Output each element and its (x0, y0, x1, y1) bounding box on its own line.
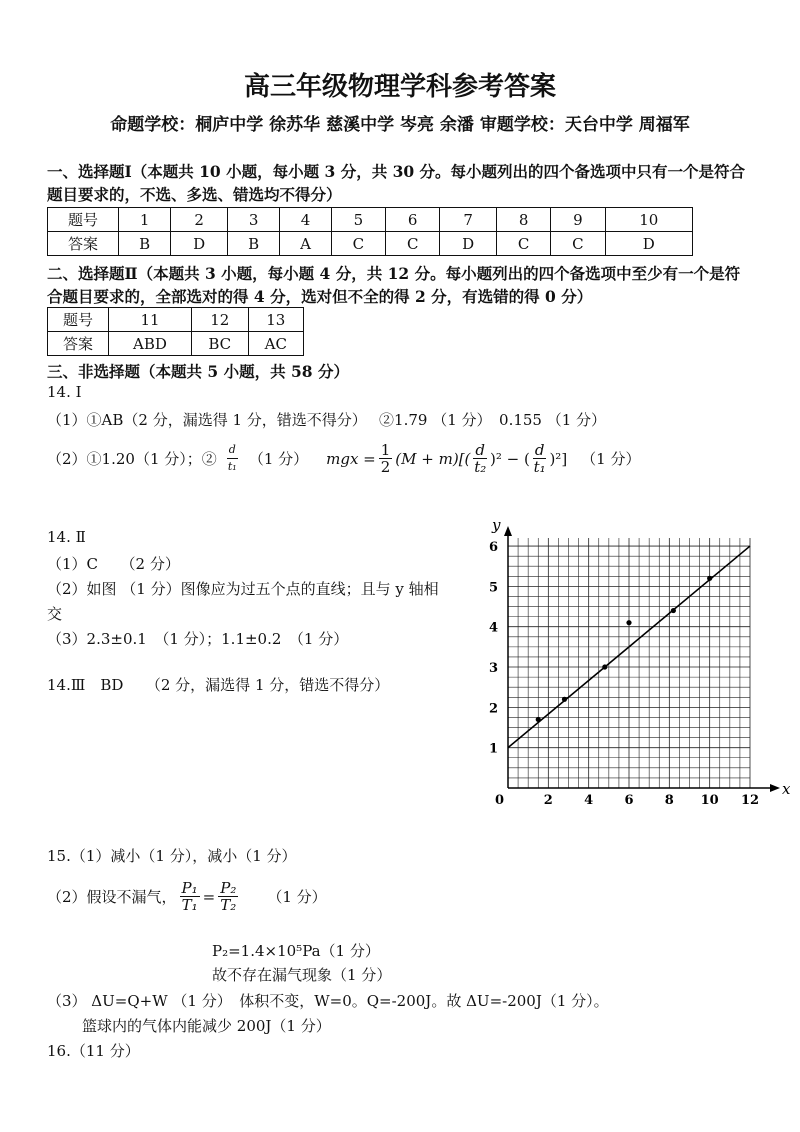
y-tick-label: 1 (488, 741, 498, 757)
question-number-cell: 8 (497, 208, 551, 232)
y-tick-label: 5 (488, 580, 498, 596)
y-tick-label: 6 (488, 540, 498, 556)
x-tick-label: 2 (543, 793, 553, 808)
q15-answer1: 15.（1）减小（1 分），减小（1 分） (47, 847, 297, 865)
q14-part2-answer3: （3）2.3±0.1 （1 分）；1.1±0.2 （1 分） (47, 630, 349, 648)
section1-heading-line2: 题目要求的，不选、多选、错选均不得分） (47, 185, 342, 204)
q14-part2-answer2-line1: （2）如图 （1 分）图像应为过五个点的直线；且与 y 轴相 (47, 580, 439, 598)
question-number-cell: 9 (551, 208, 605, 232)
equation-lhs: mgx = (326, 449, 376, 468)
q14-p2-prefix: （2）①1.20（1 分）；② (47, 450, 217, 468)
answer-cell: D (171, 232, 228, 256)
chart-points-group (536, 576, 713, 722)
authors-line: 命题学校：桐庐中学 徐苏华 慈溪中学 岑亮 余潘 审题学校：天台中学 周福军 (110, 115, 690, 135)
data-point (602, 664, 607, 669)
q14-part1-answer1: （1）①AB（2 分，漏选得 1 分，错选不得分） ②1.79 （1 分） 0.155 （1 分） (47, 411, 607, 429)
scatter-plot-chart (470, 510, 790, 815)
fraction-d-over-t2 (473, 442, 487, 475)
page-title: 高三年级物理学科参考答案 (243, 72, 556, 102)
q15-answer2 (47, 880, 327, 913)
equation-mid: (M + m)[( (395, 449, 471, 468)
frac-den: t₁ (227, 460, 237, 473)
answer-cell: ABD (109, 332, 192, 356)
fraction-p2-over-t2 (218, 880, 238, 913)
frac-den: T₂ (220, 896, 237, 914)
equation-square1: )² − ( (490, 449, 530, 468)
answer-cell: C (497, 232, 551, 256)
x-tick-label: 6 (624, 793, 634, 808)
section2-answer-table (47, 307, 304, 356)
question-number-cell: 5 (331, 208, 385, 232)
answer-cell: B (227, 232, 279, 256)
question-number-cell: 10 (605, 208, 692, 232)
row-label-answer: 答案 (48, 232, 119, 256)
question-number-cell: 6 (386, 208, 440, 232)
q14-p2-score1: （1 分） (248, 450, 309, 468)
row-label-question: 题号 (48, 208, 119, 232)
question-number-cell: 11 (109, 308, 192, 332)
q14-part1-label: 14. Ⅰ (47, 383, 82, 401)
question-number-cell: 7 (440, 208, 497, 232)
frac-num: d (227, 442, 238, 459)
x-tick-label: 12 (740, 793, 760, 808)
y-tick-label: 2 (488, 701, 498, 717)
y-tick-label: 3 (488, 661, 498, 677)
question-number-cell: 1 (119, 208, 171, 232)
frac-num: P₂ (220, 879, 237, 897)
equals-sign: = (202, 887, 216, 906)
q15-answer2-conclusion: 故不存在漏气现象（1 分） (212, 966, 392, 984)
q14-part2-answer2-line2: 交 (47, 605, 63, 623)
data-point (707, 576, 712, 581)
row-label-answer: 答案 (48, 332, 109, 356)
equation-square2: )²] (549, 449, 568, 468)
section1-heading-line1: 一、选择题Ⅰ（本题共 10 小题，每小题 3 分，共 30 分。每小题列出的四个备选项中只有一个是符合 (47, 162, 746, 181)
frac-den: 2 (380, 458, 391, 476)
question-number-cell: 3 (227, 208, 279, 232)
data-point (536, 717, 541, 722)
question-number-cell: 2 (171, 208, 228, 232)
section2-heading-line2: 合题目要求的，全部选对的得 4 分，选对但不全的得 2 分，有选错的得 0 分） (47, 287, 593, 306)
fraction-d-over-t1 (227, 442, 238, 475)
answer-cell: BC (191, 332, 248, 356)
answer-cell: D (440, 232, 497, 256)
answer-cell: AC (248, 332, 303, 356)
section3-heading: 三、非选择题（本题共 5 小题，共 58 分） (47, 362, 349, 381)
question-number-cell: 4 (280, 208, 332, 232)
q15-p2-score: （1 分） (267, 888, 327, 906)
frac-num: 1 (380, 441, 391, 459)
frac-den: t₁ (533, 458, 546, 476)
answer-cell: C (331, 232, 385, 256)
q14-part2-answer1: （1）C （2 分） (47, 555, 180, 573)
fraction-d-over-t1-b (533, 442, 547, 475)
question-number-cell: 12 (191, 308, 248, 332)
x-tick-label: 8 (664, 793, 674, 808)
y-axis-label: y (492, 516, 501, 534)
section2-heading-line1: 二、选择题Ⅱ（本题共 3 小题，每小题 4 分，共 12 分。每小题列出的四个备选项中至少有一个是符 (47, 264, 741, 283)
answer-cell: C (551, 232, 605, 256)
q15-answer3-line2: 篮球内的气体内能减少 200J（1 分） (82, 1017, 331, 1035)
row-label-question: 题号 (48, 308, 109, 332)
section1-answer-table (47, 207, 693, 256)
answer-cell: B (119, 232, 171, 256)
fraction-half (379, 442, 393, 475)
q15-p2-prefix: （2）假设不漏气， (47, 888, 177, 906)
x-tick-label: 0 (495, 793, 505, 808)
frac-den: T₁ (181, 896, 198, 914)
x-tick-label: 4 (584, 793, 594, 808)
q15-answer3-line1: （3） ΔU=Q+W （1 分） 体积不变，W=0。Q=-200J。故 ΔU=-200J（1 分）。 (47, 992, 609, 1010)
x-axis-arrow (770, 784, 780, 792)
frac-num: d (475, 441, 486, 459)
q16-label: 16.（11 分） (47, 1042, 140, 1060)
q14-part1-answer2 (47, 442, 640, 475)
y-axis-arrow (504, 526, 512, 536)
answer-cell: D (605, 232, 692, 256)
x-tick-label: 10 (700, 793, 719, 808)
q14-p2-score2: （1 分） (581, 450, 641, 468)
question-number-cell: 13 (248, 308, 303, 332)
q15-answer2-pressure: P₂=1.4×10⁵Pa（1 分） (212, 942, 380, 960)
data-point (671, 608, 676, 613)
answer-cell: A (280, 232, 332, 256)
x-axis-label: x (782, 780, 790, 798)
q14-part2-label: 14. Ⅱ (47, 528, 86, 546)
data-point (626, 620, 631, 625)
answer-cell: C (386, 232, 440, 256)
data-point (562, 697, 567, 702)
fraction-p1-over-t1 (180, 880, 200, 913)
y-tick-label: 4 (488, 620, 498, 636)
frac-den: t₂ (474, 458, 487, 476)
frac-num: P₁ (181, 879, 198, 897)
frac-num: d (534, 441, 545, 459)
q14-part3-answer: 14.Ⅲ BD （2 分，漏选得 1 分，错选不得分） (47, 676, 390, 694)
